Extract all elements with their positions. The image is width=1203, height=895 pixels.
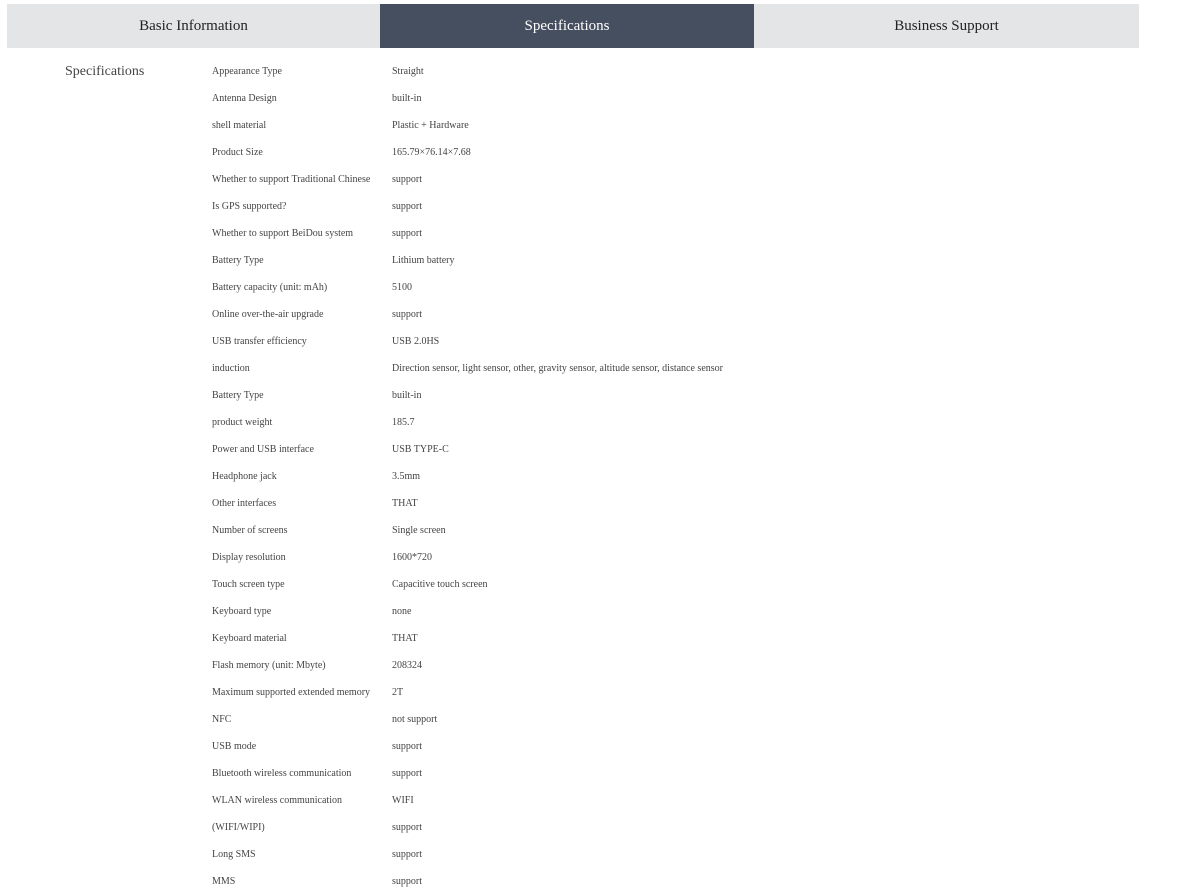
spec-label: USB transfer efficiency <box>212 336 307 347</box>
spec-row <box>212 625 912 652</box>
spec-value: THAT <box>392 498 418 509</box>
spec-row <box>212 409 912 436</box>
spec-value: Direction sensor, light sensor, other, gravity sensor, altitude sensor, distance sensor <box>392 363 723 374</box>
spec-value: WIFI <box>392 795 414 806</box>
spec-label: Headphone jack <box>212 471 277 482</box>
spec-label: (WIFI/WIPI) <box>212 822 265 833</box>
tab-bar <box>7 4 1139 48</box>
spec-value: USB 2.0HS <box>392 336 440 347</box>
spec-label: Display resolution <box>212 552 286 563</box>
spec-row <box>212 733 912 760</box>
spec-row <box>212 139 912 166</box>
section-title: Specifications <box>65 64 145 79</box>
spec-row <box>212 787 912 814</box>
spec-label: Power and USB interface <box>212 444 314 455</box>
spec-row <box>212 652 912 679</box>
spec-value: 5100 <box>392 282 412 293</box>
spec-label: USB mode <box>212 741 257 752</box>
spec-value: Single screen <box>392 525 446 536</box>
spec-row <box>212 328 912 355</box>
spec-value: support <box>392 876 422 887</box>
spec-row <box>212 598 912 625</box>
spec-label: NFC <box>212 714 232 725</box>
spec-label: induction <box>212 363 250 374</box>
spec-label: Whether to support Traditional Chinese <box>212 174 371 185</box>
tab-specifications[interactable]: Specifications <box>380 4 754 48</box>
spec-value: 3.5mm <box>392 471 421 482</box>
spec-label: Keyboard type <box>212 606 272 617</box>
spec-value: 208324 <box>392 660 422 671</box>
spec-label: Antenna Design <box>212 93 277 104</box>
spec-row <box>212 544 912 571</box>
spec-value: USB TYPE-C <box>392 444 449 455</box>
spec-row <box>212 841 912 868</box>
spec-label: Maximum supported extended memory <box>212 687 371 698</box>
spec-value: built-in <box>392 390 422 401</box>
spec-list <box>212 58 912 895</box>
spec-value: support <box>392 849 422 860</box>
spec-label: MMS <box>212 876 236 887</box>
spec-row <box>212 112 912 139</box>
spec-row <box>212 463 912 490</box>
spec-value: none <box>392 606 412 617</box>
spec-row <box>212 679 912 706</box>
spec-value: support <box>392 174 422 185</box>
spec-row <box>212 301 912 328</box>
spec-value: 1600*720 <box>392 552 432 563</box>
spec-value: Lithium battery <box>392 255 455 266</box>
spec-row <box>212 706 912 733</box>
spec-label: Bluetooth wireless communication <box>212 768 352 779</box>
tab-business-support[interactable]: Business Support <box>754 4 1139 48</box>
spec-value: 2T <box>392 687 404 698</box>
spec-row <box>212 355 912 382</box>
spec-value: THAT <box>392 633 418 644</box>
spec-label: Long SMS <box>212 849 256 860</box>
spec-label: Battery capacity (unit: mAh) <box>212 282 328 293</box>
spec-label: Touch screen type <box>212 579 285 590</box>
spec-label: Whether to support BeiDou system <box>212 228 354 239</box>
spec-row <box>212 760 912 787</box>
spec-row <box>212 868 912 895</box>
spec-value: not support <box>392 714 438 725</box>
spec-row <box>212 247 912 274</box>
spec-label: Other interfaces <box>212 498 277 509</box>
spec-value: support <box>392 201 422 212</box>
spec-label: product weight <box>212 417 273 428</box>
spec-value: support <box>392 309 422 320</box>
spec-label: shell material <box>212 120 267 131</box>
spec-value: support <box>392 741 422 752</box>
spec-value: built-in <box>392 93 422 104</box>
spec-row <box>212 382 912 409</box>
spec-row <box>212 517 912 544</box>
spec-value: support <box>392 822 422 833</box>
spec-row <box>212 193 912 220</box>
spec-label: Number of screens <box>212 525 288 536</box>
spec-value: 185.7 <box>392 417 415 428</box>
spec-label: Keyboard material <box>212 633 287 644</box>
spec-label: Online over-the-air upgrade <box>212 309 324 320</box>
spec-label: Is GPS supported? <box>212 201 287 212</box>
spec-label: Battery Type <box>212 255 264 266</box>
spec-label: WLAN wireless communication <box>212 795 342 806</box>
spec-row <box>212 220 912 247</box>
spec-row <box>212 436 912 463</box>
spec-value: 165.79×76.14×7.68 <box>392 147 471 158</box>
spec-row <box>212 166 912 193</box>
spec-row <box>212 58 912 85</box>
spec-label: Battery Type <box>212 390 264 401</box>
spec-label: Product Size <box>212 147 263 158</box>
spec-row <box>212 274 912 301</box>
spec-label: Appearance Type <box>212 66 282 77</box>
spec-row <box>212 490 912 517</box>
spec-value: Plastic + Hardware <box>392 120 469 131</box>
spec-label: Flash memory (unit: Mbyte) <box>212 660 326 671</box>
spec-row <box>212 814 912 841</box>
spec-value: support <box>392 768 422 779</box>
spec-row <box>212 85 912 112</box>
spec-value: support <box>392 228 422 239</box>
spec-value: Capacitive touch screen <box>392 579 488 590</box>
spec-row <box>212 571 912 598</box>
tab-basic-information[interactable]: Basic Information <box>7 4 380 48</box>
spec-value: Straight <box>392 66 424 77</box>
